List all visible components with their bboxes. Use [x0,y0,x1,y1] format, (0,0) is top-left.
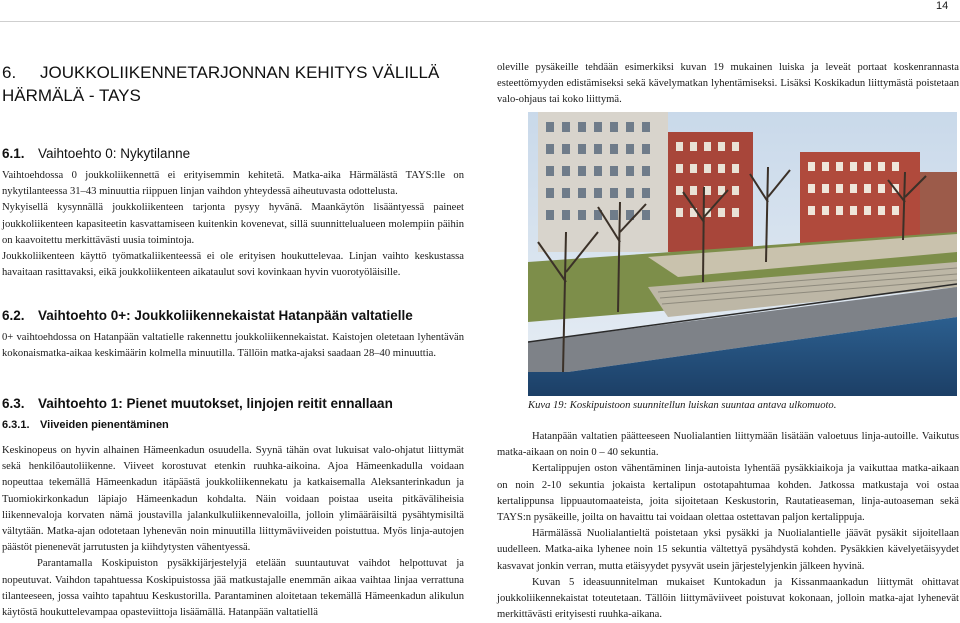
header-rule [0,21,960,22]
subsection-heading-6-3-1 [2,419,169,431]
paragraph: oleville pysäkeille tehdään esimerkiksi kuvan 19 mukainen luiska ja leveät portaat koskenrannasta esteettömyyden edistämiseksi sekä kävelymatkan lyhentämiseksi. Lisäksi Koskikadun liittymästä poistetaan valo-ohjaus tai koko liittymä. [497,62,959,106]
right-body [497,429,959,623]
paragraph: Kertalippujen oston vähentäminen linja-autoista lyhentää pysäkkiaikoja ja vaikuttaa matka-aikaan on noin 2-10 sekuntia jokaista kertalipun ostotapahtumaa kohden. Jatkossa matkustaja voi ostaa kertalippunsa lippuautomaateista, joita sijoitetaan Keskustorin, Rautatieaseman, linja-autoaseman sekä TAYS:n pysäkeille, joilta on havaittu tai voidaan olettaa ostettavan paljon kertalippuja. [497,463,959,524]
chapter-number: 6. [2,63,17,82]
photo-illustration [528,112,957,396]
paragraph: Keskinopeus on hyvin alhainen Hämeenkadun osuudella. Syynä tähän ovat lukuisat valo-ohjatut liittymät sekä henkilöautoliikenne. Viiveet korostuvat etenkin ruuhka-aikoina. Ajoa Hämeenkadulla voidaan nopeuttaa tekemällä Hämeenkadun itäpäästä joukkoliikennekatu ja katkaisemalla Aleksanterinkadun ja Tuomiokirkonkadun läpiajo Hämeenkadun kohdalta. Näin voidaan poistaa useita pitkäväliheisia liikennevaloja korvaten nämä joustavilla jalankulkuliikennevaloilla, jolloin ylimääräisiltä pysähtymisiltä vältytään. Matka-ajan odotetaan lyhenevän noin minuutilla liittymäviiveiden poistuttua. Myös linja-autojen päästöt pienenevät jarrutusten ja kiihdytysten vähentyessä. [2,445,464,554]
chapter-title-line1: JOUKKOLIIKENNETARJONNAN KEHITYS VÄLILLÄ [40,63,440,82]
paragraph: 0+ vaihtoehdossa on Hatanpään valtatielle rakennettu joukkoliikennekaistat. Kaistojen oletetaan lyhentävän kokonaismatka-aikaa keskimäärin kolmella minuutilla. Tällöin matka-ajaksi saadaan 28–40 minuuttia. [2,332,464,360]
photo-caption: Kuva 19: Koskipuistoon suunnitellun luiskan suuntaa antava ulkomuoto. [528,400,837,411]
section-6-2-body [2,330,464,362]
section-number: 6.1. [2,146,25,161]
paragraph: Joukkoliikenteen käyttö työmatkaliikenteessä ei ole erityisen houkuttelevaa. Linjan vaihto keskustassa havaitaan rasittavaksi, eikä joukkoliikenteen aikataulut sovi kovinkaan hyvin vuorotyöläisille. [2,251,464,279]
chapter-heading [2,61,462,107]
section-title: Vaihtoehto 0+: Joukkoliikennekaistat Hatanpään valtatielle [38,308,413,323]
subsection-number: 6.3.1. [2,419,30,431]
paragraph: Parantamalla Koskipuiston pysäkkijärjestelyjä etelään suuntautuvat vaihdot helpottuvat ja nopeutuvat. Vaihdon tapahtuessa Koskipuistossa jää matkustajalle enemmän aikaa vaihtaa linjaa verrattuna tilanteeseen, jossa vaihto tapahtuu Keskustorilla. Parantaminen aloitetaan tekemällä Hämeenkadun alikulun käytöstä houkuttelevampaa opasteviittoja lisäämällä. Hatanpään valtatiellä [2,558,464,619]
section-heading-6-1 [2,146,190,161]
koskipuisto-photo [528,112,957,396]
section-title: Vaihtoehto 1: Pienet muutokset, linjojen reitit ennallaan [38,396,393,411]
subsection-title: Viiveiden pienentäminen [40,419,169,431]
section-title: Vaihtoehto 0: Nykytilanne [38,146,191,161]
section-number: 6.2. [2,308,25,323]
chapter-title-line2: HÄRMÄLÄ - TAYS [2,86,141,105]
section-6-3-1-body [2,443,464,621]
paragraph: Härmälässä Nuolialantieltä poistetaan yksi pysäkki ja Nuolialantielle jäävät pysäkit sijoitellaan uudelleen. Matka-aika lyhenee noin 15 sekuntia vältettyä pysähdystä kohden. Pysäkkien kävelyetäisyydet kasvavat jonkin verran, mutta etäisyydet pysyvät usein järjestelyjenkin jälkeen hyvinä. [497,528,959,572]
section-heading-6-3 [2,396,393,411]
section-6-1-body [2,168,464,281]
paragraph: Hatanpään valtatien päätteeseen Nuolialantien liittymään lisätään valoetuus linja-autoille. Vaikutus matka-aikaan on noin 0 – 40 sekuntia. [497,431,959,459]
paragraph: Nykyisellä kysynnällä joukkoliikenteen tarjonta pysyy hyvänä. Maankäytön lisääntyessä paineet joukkoliikenteen kapasiteetin kasvattamiseen kuitenkin kovenevat, sillä suunnittelualueen molempiin päihin on kaavoitettu merkittävästi uusia toimintoja. [2,202,464,246]
paragraph: Kuvan 5 ideasuunnitelman mukaiset Kuntokadun ja Kissanmaankadun liittymät ohittavat joukkoliikennekaistat toteutetaan. Tällöin liittymäviiveet poistuvat kokonaan, jolloin matka-ajat lyhenevät merkittävästi erityisesti ruuhka-aikana. [497,576,959,621]
section-heading-6-2 [2,308,413,323]
paragraph: Vaihtoehdossa 0 joukkoliikennettä ei erityisemmin kehitetä. Matka-aika Härmälästä TAYS:lle on nykytilanteessa 31–43 minuuttia riippuen linjan vaihdon yhteydessä aiheutuvasta odottelusta. [2,170,464,198]
right-intro-paragraph [497,60,959,109]
section-number: 6.3. [2,396,25,411]
page-number: 14 [936,0,949,12]
